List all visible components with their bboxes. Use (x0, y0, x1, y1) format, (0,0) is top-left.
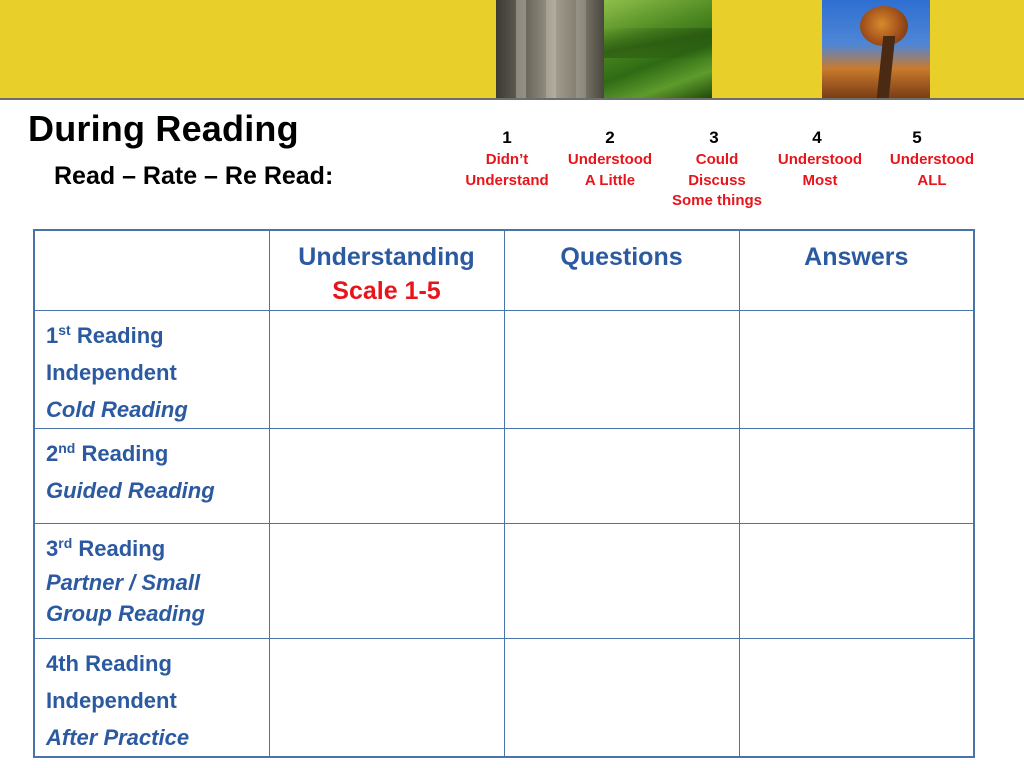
scale-number: 2 (605, 128, 615, 147)
row-title: 4th Reading (46, 650, 172, 676)
questions-input-cell[interactable] (504, 310, 739, 428)
row-title: 3rd Reading (46, 534, 166, 561)
understanding-input-cell[interactable] (269, 310, 504, 428)
scale-description: Understood A Little (567, 151, 653, 189)
row-label-cell (34, 523, 269, 638)
questions-input-cell[interactable] (504, 523, 739, 638)
row-title: 2nd Reading (46, 439, 169, 466)
scale-number: 4 (812, 128, 822, 147)
understanding-label: Understanding (298, 243, 475, 271)
scale-description: Understood Most (777, 151, 863, 189)
understanding-input-cell[interactable] (269, 523, 504, 638)
table-header-row (34, 230, 974, 310)
header-photo-curtains (496, 0, 604, 98)
scale-number: 1 (502, 128, 512, 147)
page-subtitle: Read – Rate – Re Read: (54, 162, 334, 190)
row-description: Partner / Small (46, 569, 201, 595)
header-photo-tree (822, 0, 930, 98)
scale-description: Understood ALL (889, 151, 975, 189)
understanding-input-cell[interactable] (269, 428, 504, 523)
row-label-cell (34, 638, 269, 757)
header-divider (0, 98, 1024, 100)
header-cell-questions: Questions (504, 230, 739, 310)
header-cell-empty (34, 230, 269, 310)
answers-input-cell[interactable] (739, 638, 974, 757)
answers-input-cell[interactable] (739, 428, 974, 523)
questions-input-cell[interactable] (504, 638, 739, 757)
header-cell-answers: Answers (739, 230, 974, 310)
answers-input-cell[interactable] (739, 523, 974, 638)
header-photo-grass (604, 0, 712, 98)
scale-item-5 (877, 128, 987, 191)
reading-table (33, 229, 975, 758)
table-row (34, 523, 974, 638)
row-description: Cold Reading (46, 396, 188, 422)
row-description: Guided Reading (46, 477, 215, 503)
scale-item-3 (662, 128, 772, 212)
answers-input-cell[interactable] (739, 310, 974, 428)
header-cell-understanding (269, 230, 504, 310)
page-title: During Reading (28, 108, 299, 149)
row-description-continued: Group Reading (46, 600, 205, 626)
row-label-cell (34, 310, 269, 428)
row-title: 1st Reading (46, 321, 164, 348)
scale-item-1 (452, 128, 562, 191)
scale-label: Scale 1-5 (332, 277, 441, 305)
scale-number: 3 (709, 128, 719, 147)
table-row (34, 428, 974, 523)
row-subtitle: Independent (46, 359, 177, 385)
scale-description: Didn’t Understand (465, 151, 549, 189)
row-description: After Practice (46, 724, 190, 750)
row-label-cell (34, 428, 269, 523)
understanding-input-cell[interactable] (269, 638, 504, 757)
scale-description: Could Discuss Some things (671, 151, 762, 209)
questions-input-cell[interactable] (504, 428, 739, 523)
table-row (34, 638, 974, 757)
table-row (34, 310, 974, 428)
scale-item-2 (555, 128, 665, 191)
row-subtitle: Independent (46, 687, 177, 713)
scale-number: 5 (912, 128, 922, 147)
